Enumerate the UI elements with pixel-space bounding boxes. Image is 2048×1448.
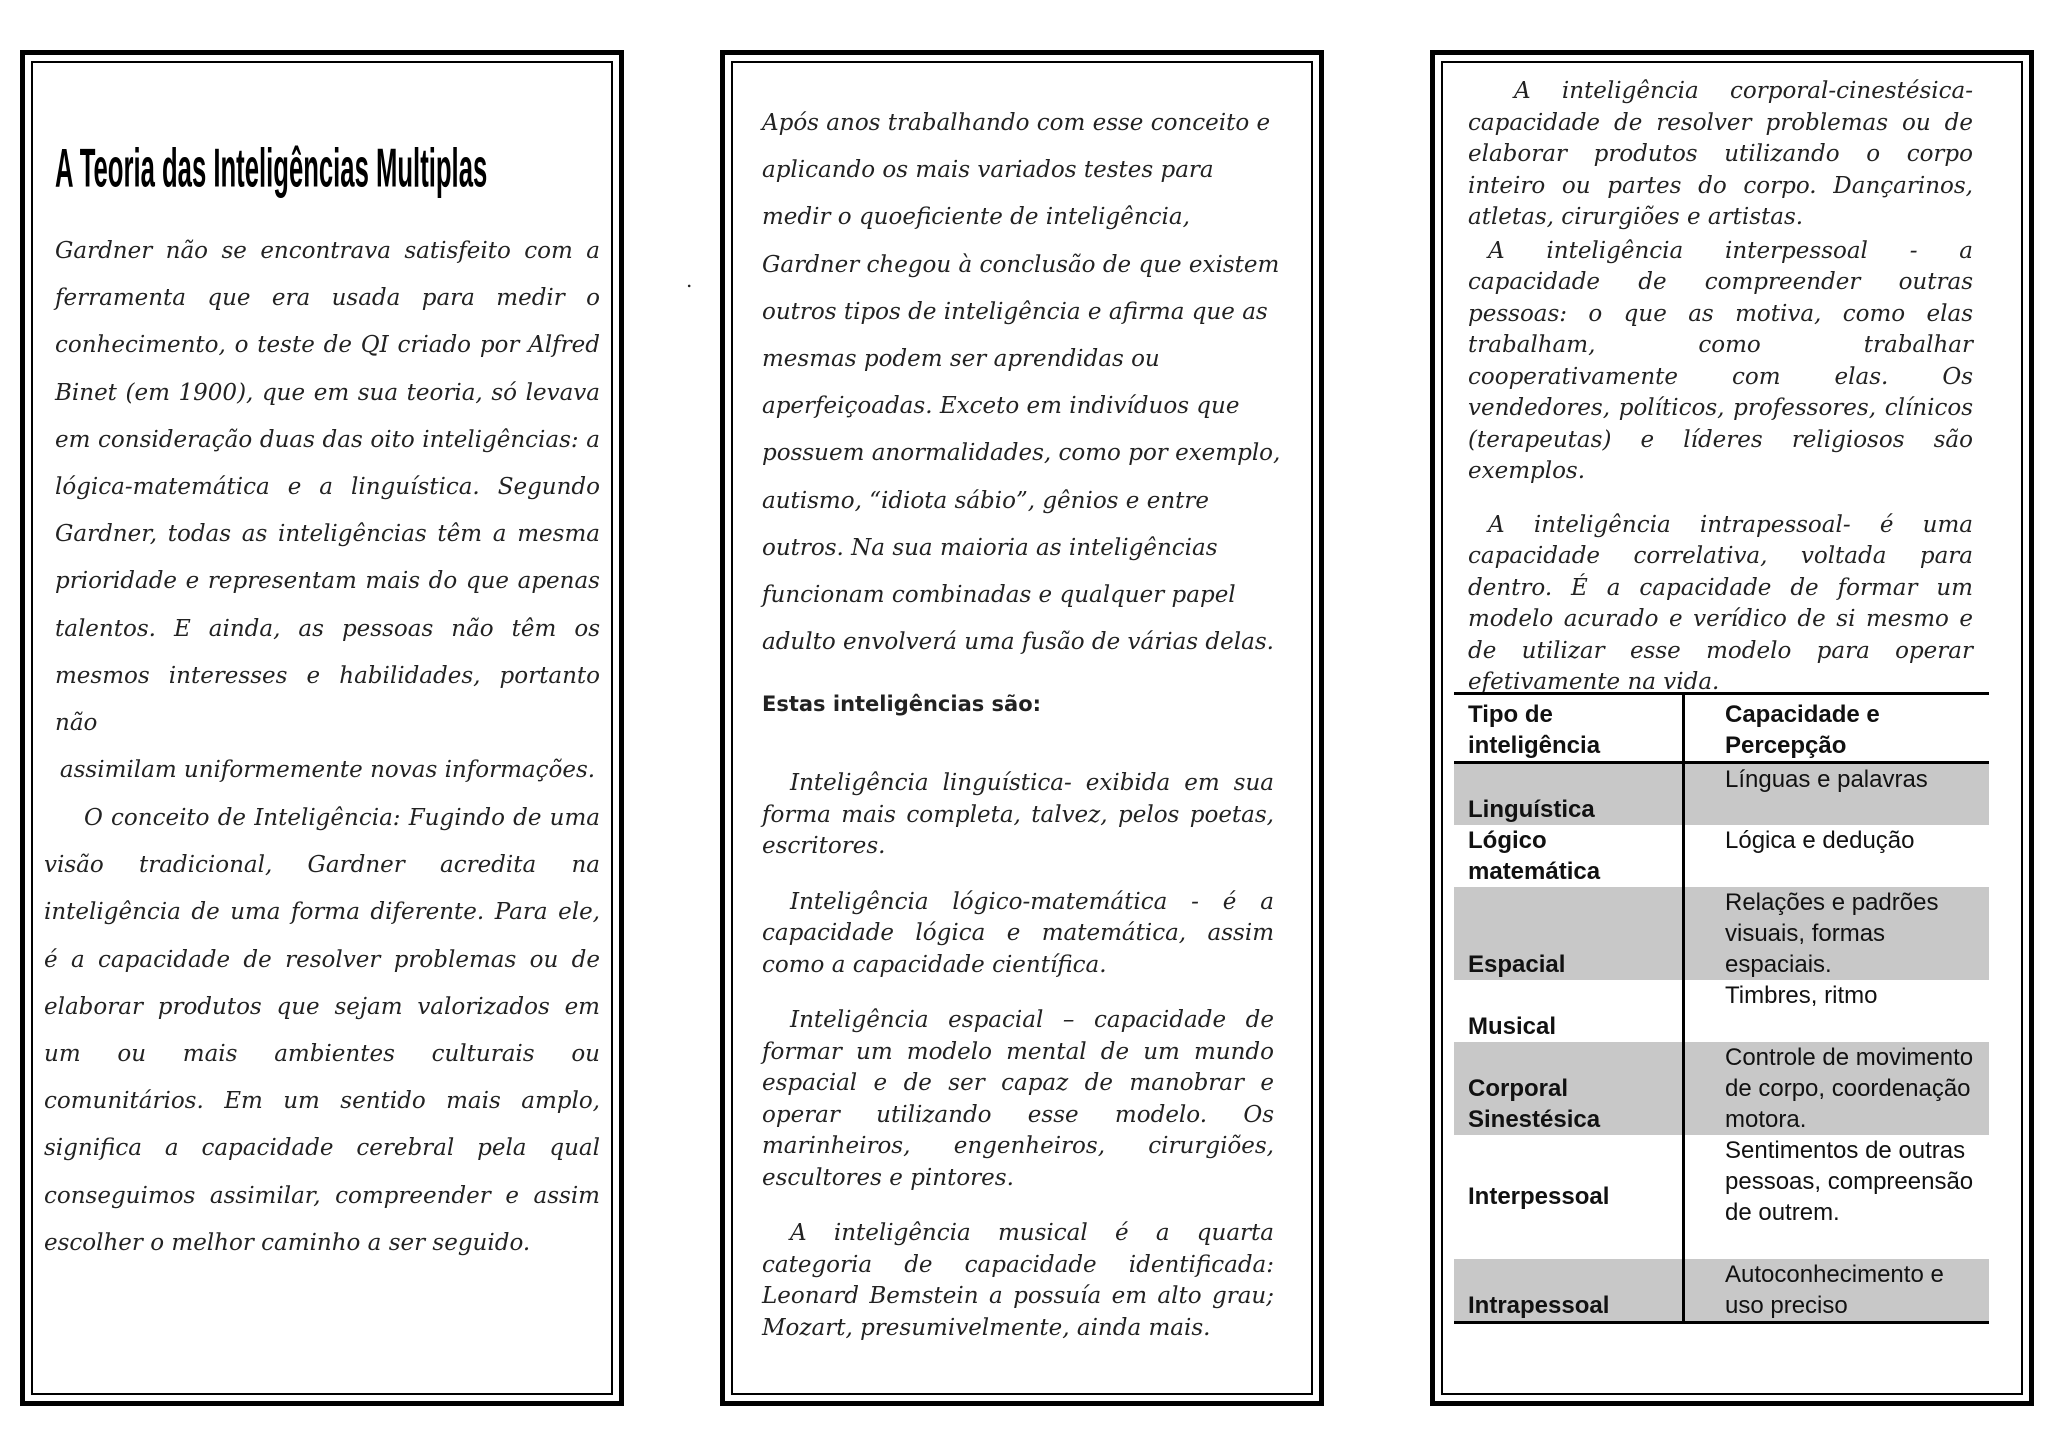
table-cell-type: Linguística [1454,763,1684,825]
table-cell-capacity: Lógica e dedução [1725,826,1915,854]
table-cell-type: Espacial [1454,887,1684,980]
gardner-conclusion: Após anos trabalhando com esse conceito e aplicando os mais variados testes para medir o quoeficiente de inteligência, Gardner chegou à conclusão de que existem outros tipos de inteligência e afirma que as mesmas podem ser aprendidas ou aperfeiçoadas. Exceto em indivíduos que possuem anormalidades, como por exemplo, autismo, “idiota sábio”, gênios e entre outros. Na sua maioria as inteligências funcionam combinadas e qualquer papel adulto envolverá uma fusão de várias delas. [762,110,1281,656]
table-cell-capacity: Línguas e palavras [1684,763,1990,825]
table-cell-capacity: Controle de movimento de corpo, coordenação motora. [1684,1042,1990,1135]
stray-dot: . [686,268,693,292]
table-cell-capacity: Relações e padrões visuais, formas espaciais. [1684,887,1990,980]
intelligence-table [1454,692,1989,1324]
intro-paragraph [55,228,600,794]
table-row [1454,887,1989,980]
table-cell-capacity: Timbres, ritmo [1725,981,1878,1009]
concept-text: O conceito de Inteligência: Fugindo de uma visão tradicional, Gardner acredita na inteligência de uma forma diferente. Para ele, é a capacidade de resolver problemas ou de elaborar produtos que sejam valorizados em um ou mais ambientes culturais ou comunitários. Em um sentido mais amplo, significa a capacidade cerebral pela qual conseguimos assimilar, compreender e assim escolher o melhor caminho a ser seguido. [44,805,600,1256]
table-cell-type: Corporal Sinestésica [1454,1042,1684,1135]
description-paragraph: A inteligência interpessoal - a capacidade de compreender outras pessoas: o que as motiva, como elas trabalham, como trabalhar cooperativamente com elas. Os vendedores, políticos, professores, clínicos (terapeutas) e líderes religiosos são exemplos. [1468,237,1973,484]
table-header-type: Tipo de inteligência [1454,694,1684,763]
description-paragraph: A inteligência intrapessoal- é uma capacidade correlativa, voltada para dentro. É a capacidade de formar um modelo acurado e verídico de si mesmo e de utilizar esse modelo para operar efetivamente na vida. [1468,511,1973,695]
list-heading: Estas inteligências são: [762,692,1042,716]
list-item: A inteligência musical é a quarta categoria de capacidade identificada: Leonard Bemstein a possuía em alto grau; Mozart, presumivelmente, ainda mais. [762,1220,1274,1341]
table-row [1454,980,1989,1042]
table-row [1454,1135,1989,1259]
table-cell-capacity: Autoconhecimento e uso preciso [1684,1259,1990,1323]
concept-paragraph [44,795,600,1267]
table-header-row [1454,694,1989,763]
table-cell-type: Musical [1454,980,1684,1042]
intelligence-list [762,768,1274,1368]
intelligence-descriptions [1468,76,1973,721]
table-cell-type: Lógico matemática [1454,825,1684,887]
table-cell-capacity: Sentimentos de outras pessoas, compreensão de outrem. [1725,1136,1974,1226]
table-row [1454,825,1989,887]
list-item: Inteligência lógico-matemática - é a capacidade lógica e matemática, assim como a capacidade científica. [762,888,1274,978]
table-row [1454,1042,1989,1135]
list-item: Inteligência linguística- exibida em sua forma mais completa, talvez, pelos poetas, escritores. [762,770,1274,859]
table-cell-type: Interpessoal [1454,1135,1684,1259]
table-header-capacity: Capacidade e Percepção [1684,694,1990,763]
intro-text: Gardner não se encontrava satisfeito com a ferramenta que era usada para medir o conhecimento, o teste de QI criado por Alfred Binet (em 1900), que em sua teoria, só levava em consideração duas das oito inteligências: a lógica-matemática e a linguística. Segundo Gardner, todas as inteligências têm a mesma prioridade e representam mais do que apenas talentos. E ainda, as pessoas não têm os mesmos interesses e habilidades, portanto não [55,238,600,737]
description-paragraph: A inteligência corporal-cinestésica- capacidade de resolver problemas ou de elaborar produtos utilizando o corpo inteiro ou partes do corpo. Dançarinos, atletas, cirurgiões e artistas. [1468,78,1973,230]
title-wordart [55,90,545,200]
table-cell-type: Intrapessoal [1454,1259,1684,1323]
page-title: A Teoria das Inteligências Multiplas [55,138,488,199]
intro-last-line: assimilam uniformemente novas informações. [59,757,596,784]
table-row [1454,1259,1989,1323]
list-item: Inteligência espacial – capacidade de formar um modelo mental de um mundo espacial e de ser capaz de manobrar e operar utilizando esse modelo. Os marinheiros, engenheiros, cirurgiões, escultores e pintores. [762,1007,1274,1191]
table-row [1454,763,1989,825]
